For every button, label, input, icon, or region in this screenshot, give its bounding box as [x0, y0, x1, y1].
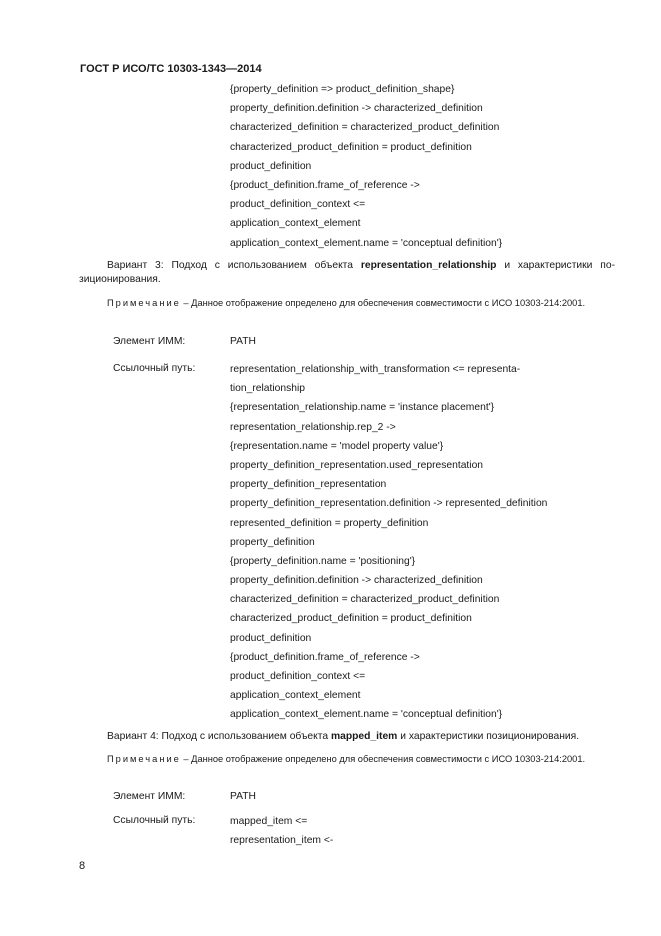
element-label-1: Элемент ИММ:	[113, 336, 186, 347]
mapping-line: product_definition_context <=	[230, 671, 366, 682]
mapping-line: application_context_element.name = 'conceptual definition'}	[230, 709, 503, 721]
element-value-2: PATH	[230, 791, 256, 802]
mapping-block-2	[230, 360, 547, 725]
mapping-line: characterized_product_definition = product_definition	[230, 613, 472, 625]
mapping-line: representation_relationship_with_transformation <= representa-	[230, 364, 521, 375]
mapping-line: property_definition_representation.used_representation	[230, 459, 484, 471]
document-header: ГОСТ Р ИСО/ТС 10303-1343—2014	[80, 63, 262, 75]
mapping-line: property_definition.definition -> characterized_definition	[230, 575, 483, 587]
mapping-line: property_definition.definition -> characterized_definition	[230, 103, 483, 115]
mapping-line: representation_relationship.rep_2 ->	[230, 421, 396, 433]
mapping-line: represented_definition = property_definition	[230, 517, 429, 529]
mapping-line: {product_definition.frame_of_reference ->	[230, 179, 420, 191]
mapping-line: property_definition	[230, 536, 315, 548]
variant-3-entity: representation_relationship	[360, 260, 497, 271]
note-1-label: Примечание	[107, 298, 181, 308]
mapping-line: {property_definition => product_definition_shape}	[230, 84, 455, 95]
ref-path-label-2: Ссылочный путь:	[113, 815, 196, 826]
mapping-line: characterized_product_definition = product_definition	[230, 141, 472, 153]
mapping-line: {representation_relationship.name = 'instance placement'}	[230, 402, 495, 414]
mapping-line: {product_definition.frame_of_reference ->	[230, 651, 420, 663]
note-1-text: – Данное отображение определено для обеспечения совместимости с ИСО 10303-214:2001.	[180, 298, 586, 308]
element-label-2: Элемент ИММ:	[113, 791, 186, 802]
mapping-line: mapped_item <=	[230, 816, 308, 827]
variant-4-paragraph	[79, 730, 615, 744]
mapping-line: characterized_definition = characterized_product_definition	[230, 594, 500, 606]
variant-4-entity: mapped_item	[330, 731, 398, 742]
mapping-line: application_context_element	[230, 690, 361, 702]
note-1	[79, 297, 615, 310]
mapping-line: product_definition	[230, 632, 312, 644]
mapping-line: application_context_element	[230, 218, 361, 230]
mapping-line: property_definition_representation.definition -> represented_definition	[230, 498, 548, 510]
ref-path-label-1: Ссылочный путь:	[113, 363, 196, 374]
element-value-1: PATH	[230, 336, 256, 347]
variant-3-prefix: Вариант 3: Подход с использованием объекта	[107, 260, 361, 271]
note-2	[79, 753, 615, 766]
mapping-block-1	[230, 80, 502, 253]
variant-3-paragraph	[79, 259, 615, 287]
mapping-line: characterized_definition = characterized_product_definition	[230, 122, 500, 134]
variant-3-suffix: и характеристики по-зиционирования.	[79, 260, 615, 285]
mapping-line: product_definition	[230, 160, 312, 172]
mapping-line: {property_definition.name = 'positioning'}	[230, 555, 416, 567]
mapping-block-3	[230, 812, 333, 850]
mapping-line: {representation.name = 'model property value'}	[230, 440, 444, 452]
variant-4-prefix: Вариант 4: Подход с использованием объекта	[107, 731, 331, 742]
note-2-label: Примечание	[107, 754, 181, 764]
mapping-line: application_context_element.name = 'conceptual definition'}	[230, 237, 503, 249]
note-2-text: – Данное отображение определено для обеспечения совместимости с ИСО 10303-214:2001.	[180, 754, 586, 764]
variant-4-suffix: и характеристики позиционирования.	[397, 731, 580, 742]
mapping-line: representation_item <-	[230, 835, 334, 847]
mapping-line: property_definition_representation	[230, 479, 387, 491]
mapping-line: tion_relationship	[230, 383, 305, 395]
page-number: 8	[79, 860, 86, 872]
mapping-line: product_definition_context <=	[230, 199, 366, 211]
